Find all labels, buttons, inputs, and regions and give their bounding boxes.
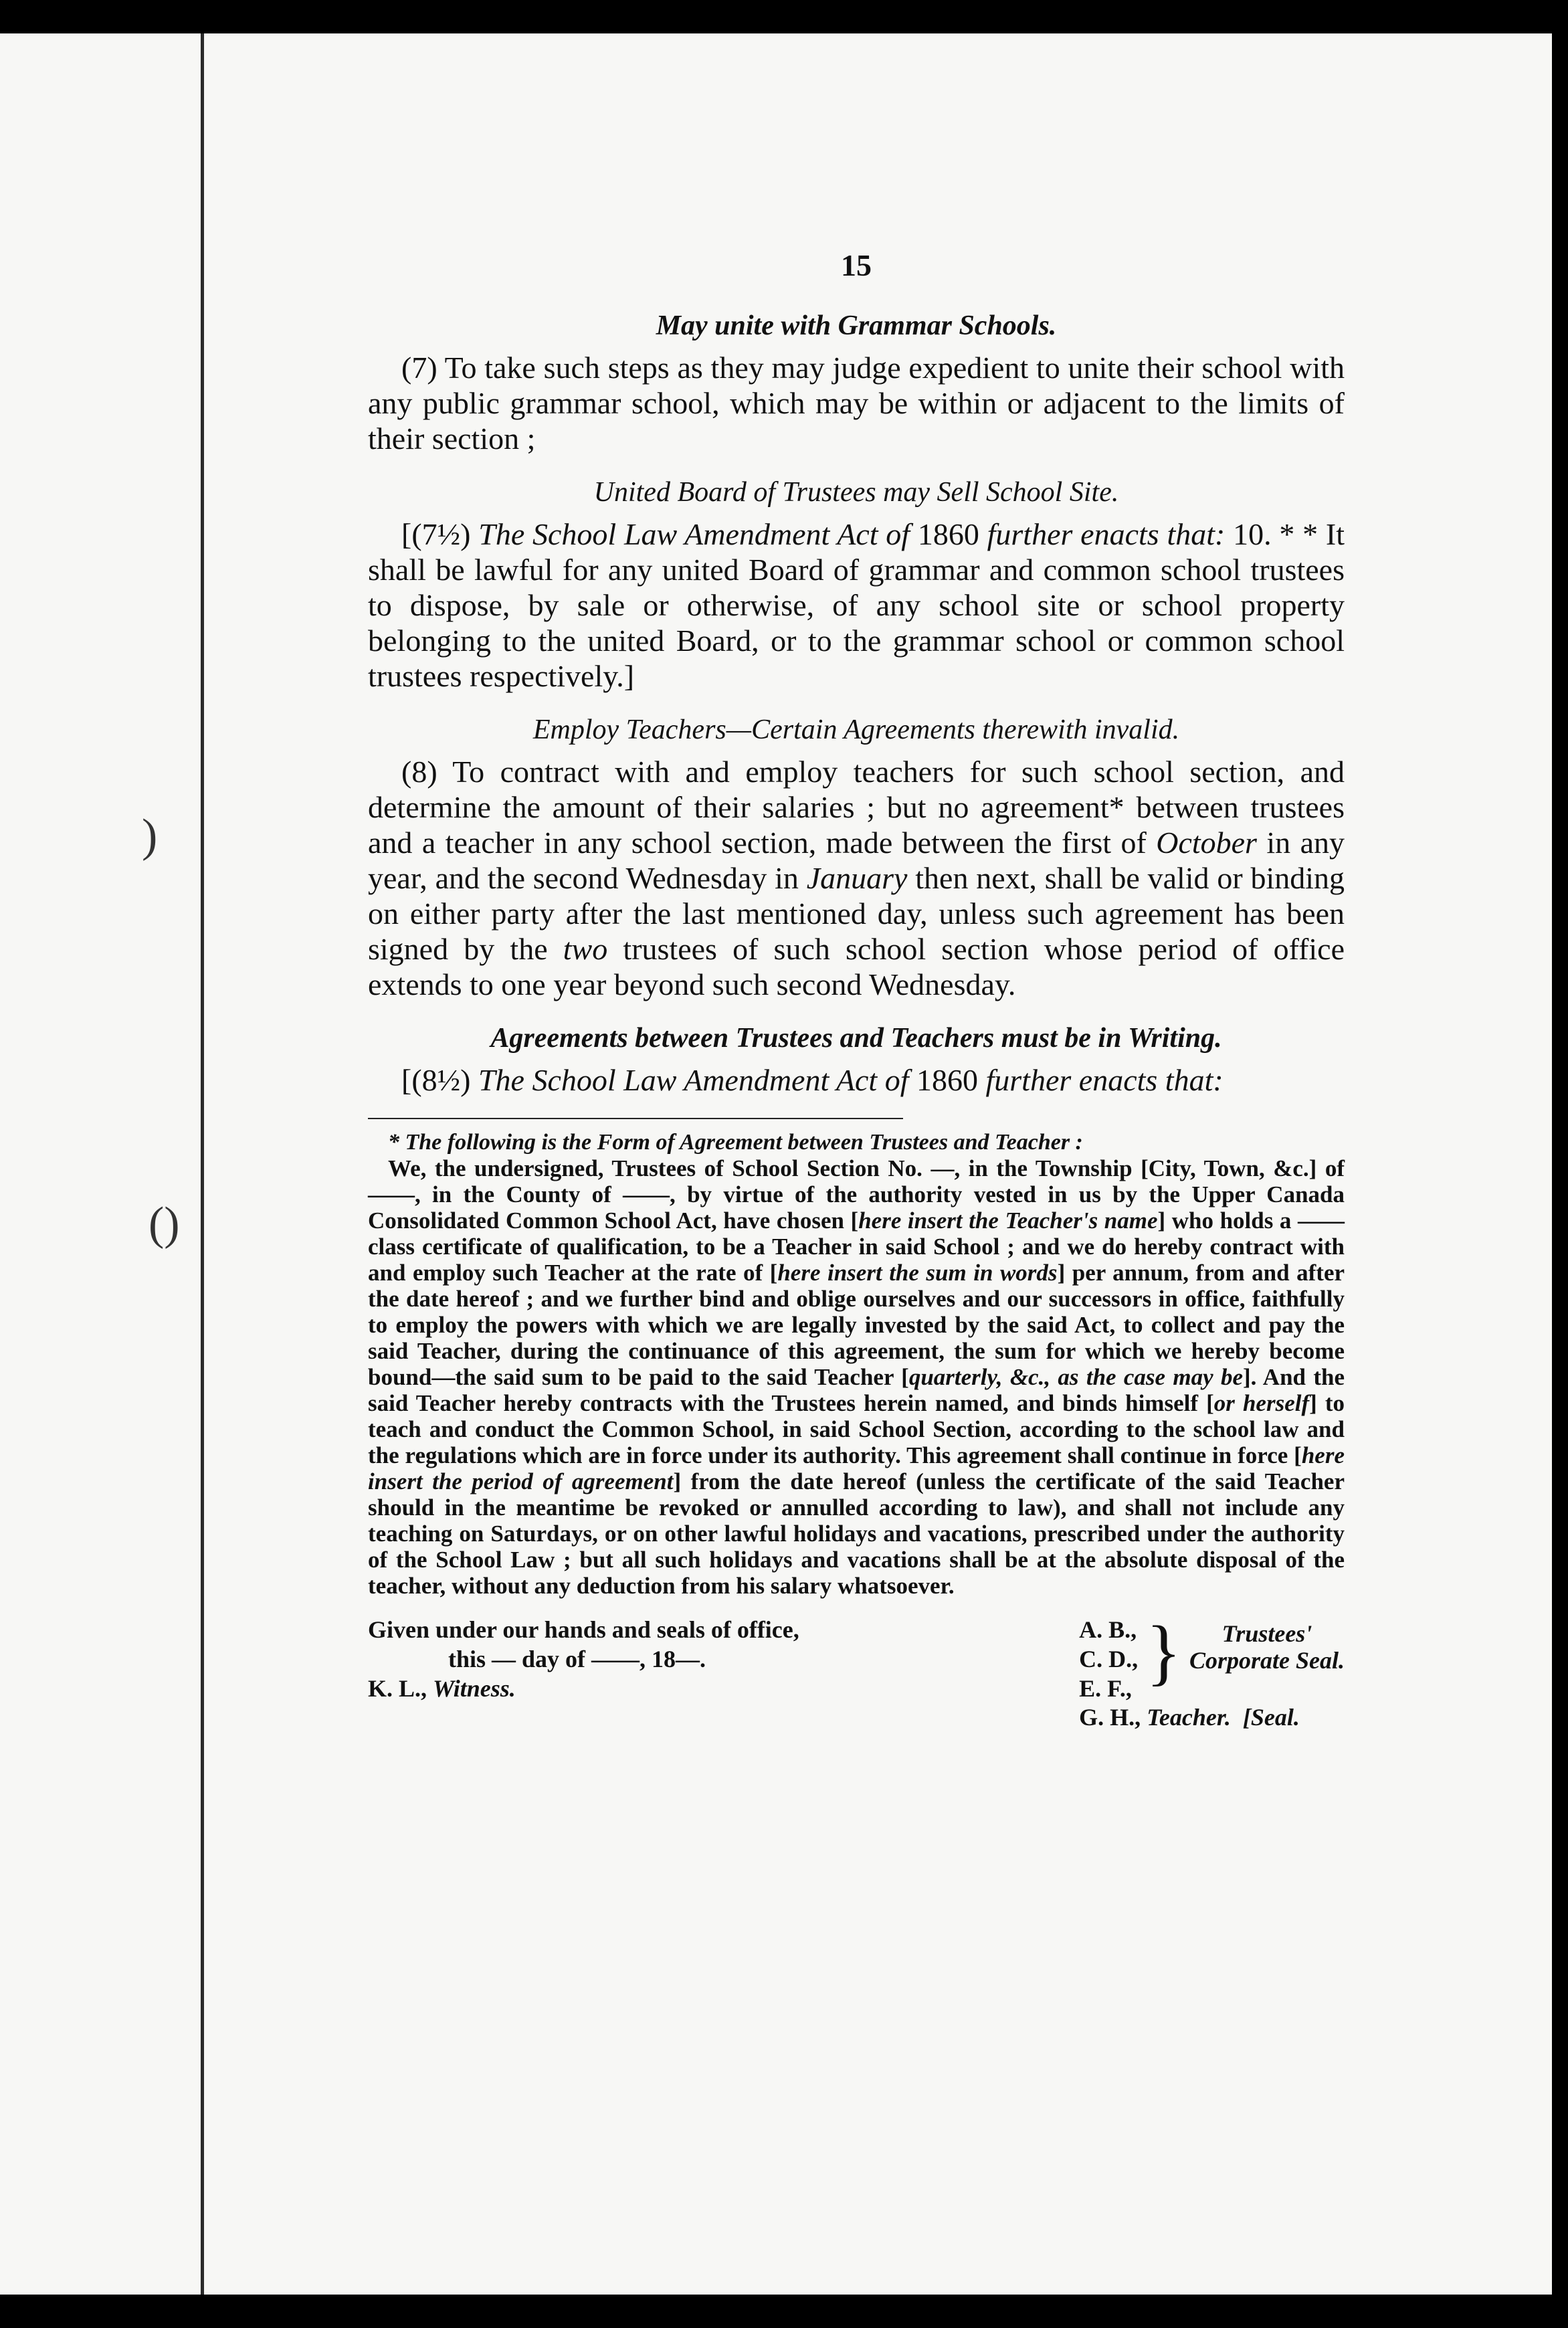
page-content <box>368 248 1345 1731</box>
paragraph-8: (8) To contract with and employ teachers for such school section, and determine the amount of their salaries ; but no agreement* between trustees and a teacher in any school section, made between the first of October in any year, and the second Wednesday in January then next, shall be valid or binding on either party after the last mentioned day, unless such agreement has been signed by the two trustees of such school section whose period of office extends to one year beyond such second Wednesday. <box>368 755 1345 1001</box>
teacher-line: G. H., Teacher. [Seal. <box>1079 1704 1300 1731</box>
trustee-names <box>1079 1615 1138 1703</box>
date-line: this — day of ——, 18—. <box>448 1646 706 1672</box>
signature-trustees-block <box>1079 1611 1345 1731</box>
witness-line: K. L., Witness. <box>368 1675 516 1702</box>
binding-mark: ) <box>142 810 158 862</box>
section-heading-sell-school-site: United Board of Trustees may Sell School Site. <box>593 477 1119 508</box>
paragraph-7: (7) To take such steps as they may judge expedient to unite their school with any public grammar school, which may be within or adjacent to the limits of their section ; <box>368 351 1345 456</box>
section-heading-grammar-schools: May unite with Grammar Schools. <box>656 310 1057 341</box>
page-binding-edge <box>201 33 204 2295</box>
trustee-name: A. B., <box>1079 1616 1137 1643</box>
given-under-line: Given under our hands and seals of office, <box>368 1616 799 1643</box>
page-number: 15 <box>841 248 872 282</box>
trustee-name: C. D., <box>1079 1646 1139 1672</box>
brace-symbol: } <box>1146 1611 1181 1692</box>
signature-given-block <box>368 1615 799 1731</box>
footnote-agreement-form: We, the undersigned, Trustees of School Section No. —, in the Township [City, Town, &c.] of ——, in the County of ——, by virtue of the authority vested in us by the Upper Canada Consolidated Common School Act, have chosen [here insert the Teacher's name] who holds a —— class certificate of qualification, to be a Teacher in said School ; and we do hereby contract with and employ such Teacher at the rate of [here insert the sum in words] per annum, from and after the date hereof ; and we further bind and oblige ourselves and our successors in office, faithfully to employ the powers with which we are legally invested by the said Act, to collect and pay the said Teacher, during the continuance of this agreement, the sum for which we hereby become bound—the said sum to be paid to the said Teacher [quarterly, &c., as the case may be]. And the said Teacher hereby contracts with the Trustees herein named, and binds himself [or herself] to teach and conduct the Common School, in said School Section, according to the school law and the regulations which are in force under its authority. This agreement shall continue in force [here insert the period of agreement] from the date hereof (unless the certificate of the said Teacher should in the meantime be revoked or annulled according to law), and shall not include any teaching on Saturdays, or on other lawful holidays and vacations, prescribed under the authority of the School Law ; but all such holidays and vacations shall be at the absolute disposal of the teacher, without any deduction from his salary whatsoever. <box>368 1155 1345 1599</box>
book-page <box>0 33 1552 2295</box>
section-heading-agreements-writing: Agreements between Trustees and Teachers must be in Writing. <box>490 1023 1222 1054</box>
paragraph-8-half: [(8½) The School Law Amendment Act of 1860 further enacts that: <box>401 1063 1223 1097</box>
section-heading-employ-teachers: Employ Teachers—Certain Agreements therewith invalid. <box>532 714 1180 745</box>
footnote-divider <box>368 1118 903 1119</box>
paragraph-7-half: [(7½) The School Law Amendment Act of 1860 further enacts that: 10. * * It shall be lawful for any united Board of grammar and common school trustees to dispose, by sale or otherwise, of any school site or school property belonging to the united Board, or to the grammar school or common school trustees respectively.] <box>368 517 1345 693</box>
trustee-name: E. F., <box>1079 1675 1132 1702</box>
signature-block <box>368 1611 1345 1731</box>
trustees-seal-label: Trustees' Corporate Seal. <box>1189 1620 1345 1674</box>
binding-ring-mark: () <box>149 1198 180 1250</box>
footnote-heading: * The following is the Form of Agreement between Trustees and Teacher : <box>388 1130 1083 1155</box>
